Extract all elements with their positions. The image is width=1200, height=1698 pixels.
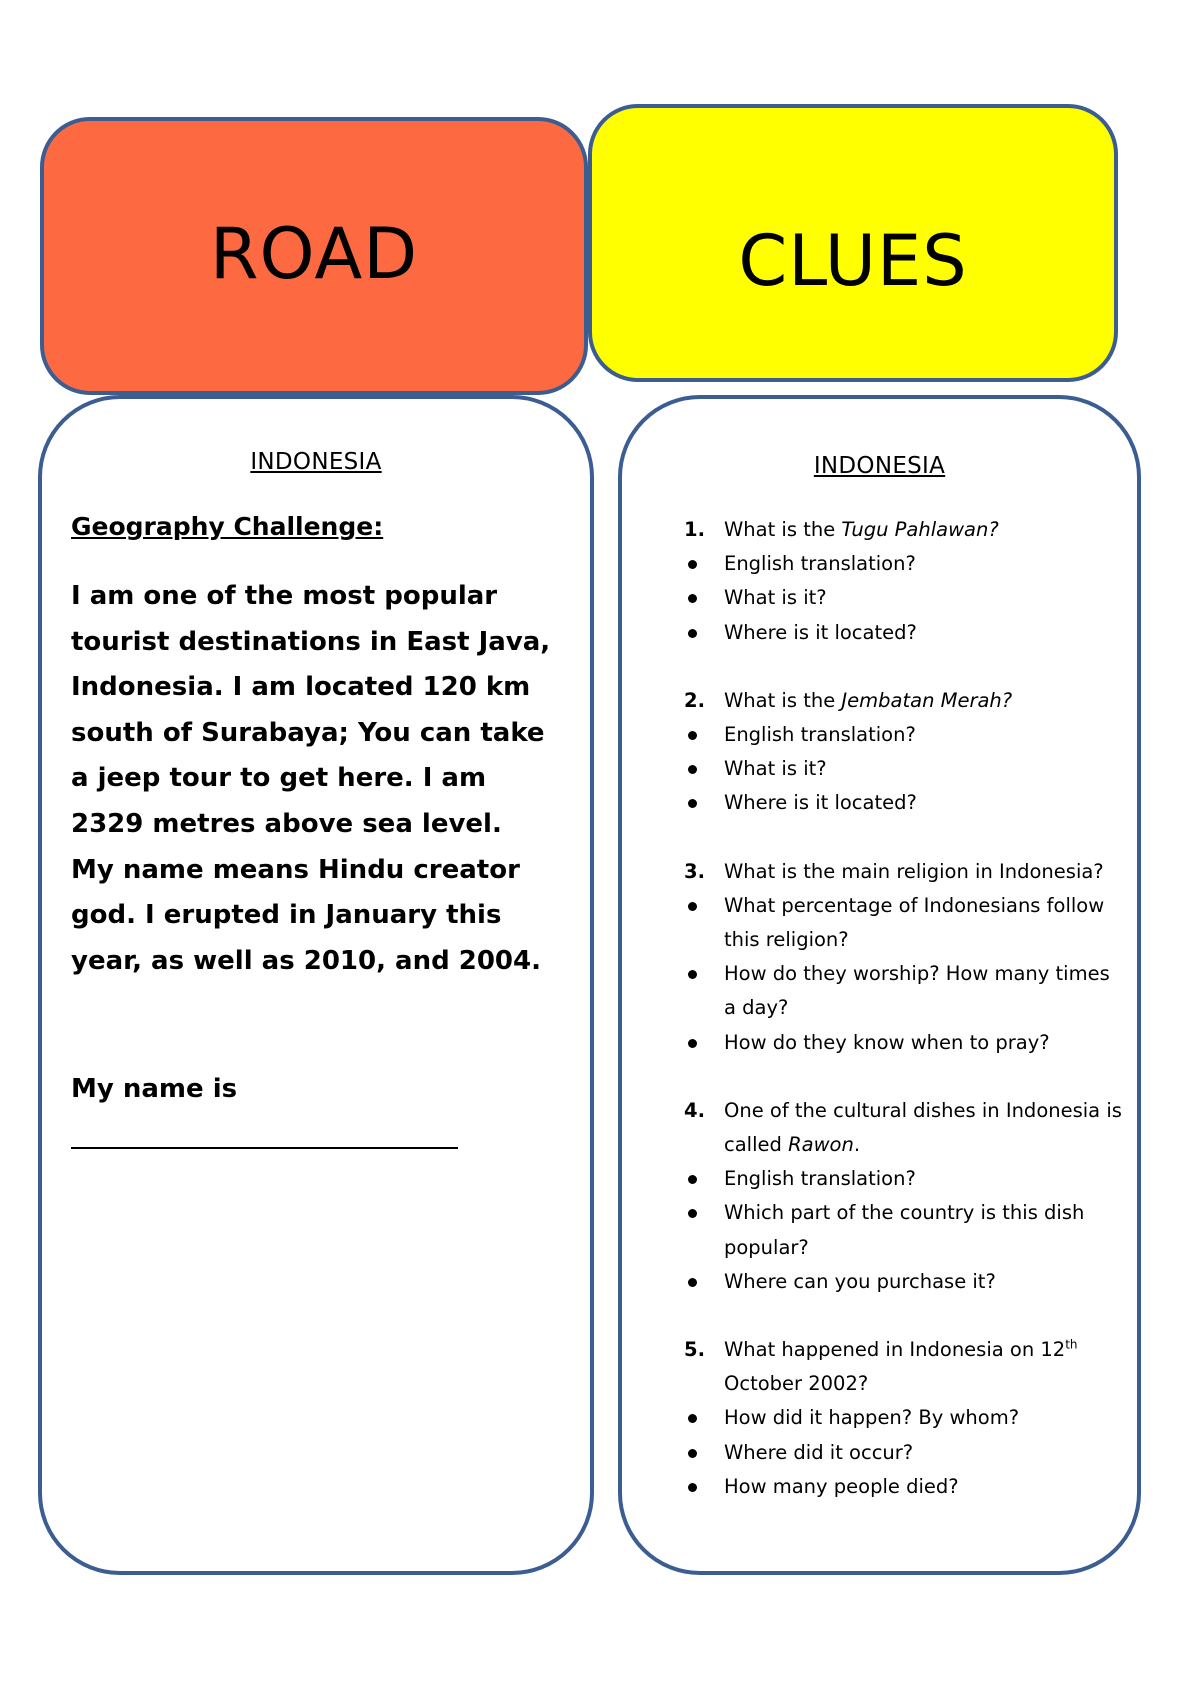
challenge-title: Geography Challenge: (71, 512, 384, 541)
road-banner (40, 117, 588, 395)
question-4: 4. One of the cultural dishes in Indonesia is called Rawon. (684, 1098, 1122, 1157)
question-4-bullet: Where can you purchase it? (724, 1269, 996, 1293)
question-1: 1. What is the Tugu Pahlawan? (684, 518, 999, 541)
question-4-bullet: English translation? (724, 1167, 916, 1191)
clues-banner (588, 104, 1118, 382)
question-3-bullet: What percentage of Indonesians follow this religion? (724, 893, 1105, 952)
question-5-bullet: Where did it occur? (724, 1440, 914, 1464)
road-title: ROAD (209, 213, 419, 295)
name-prompt: My name is (71, 1074, 238, 1104)
question-1-bullet: Where is it located? (724, 620, 917, 644)
question-2-bullet: English translation? (724, 723, 916, 747)
question-2-bullet: Where is it located? (724, 791, 917, 815)
question-3-bullet: How do they worship? How many times a day? (724, 962, 1110, 1020)
question-5: 5. What happened in Indonesia on 12th October 2002? (684, 1337, 1078, 1396)
clues-title: CLUES (738, 220, 968, 302)
question-4-bullet: Which part of the country is this dish popular? (724, 1201, 1085, 1259)
question-3: 3. What is the main religion in Indonesia? (684, 859, 1104, 883)
left-card-heading: INDONESIA (250, 449, 382, 475)
question-1-bullet: What is it? (724, 586, 827, 610)
right-card-heading: INDONESIA (813, 453, 946, 479)
question-5-bullet: How many people died? (724, 1474, 959, 1498)
question-2-bullet: What is it? (724, 757, 827, 781)
question-5-bullet: How did it happen? By whom? (724, 1406, 1020, 1430)
riddle-text: I am one of the most popular tourist destinations in East Java, Indonesia. I am located 120 km south of Surabaya; You can take a jeep tour to get here. I am 2329 metres above sea level. My name means Hindu creator god. I erupted in January this year, as well as 2010, and 2004. (71, 581, 551, 976)
question-2: 2. What is the Jembatan Merah? (684, 688, 1013, 712)
clue-list (684, 513, 1124, 1504)
question-1-bullet: English translation? (724, 552, 916, 576)
clues-card (618, 395, 1141, 1575)
question-3-bullet: How do they know when to pray? (724, 1030, 1050, 1054)
answer-blank-line (71, 1147, 458, 1149)
geography-challenge-card (38, 395, 594, 1575)
